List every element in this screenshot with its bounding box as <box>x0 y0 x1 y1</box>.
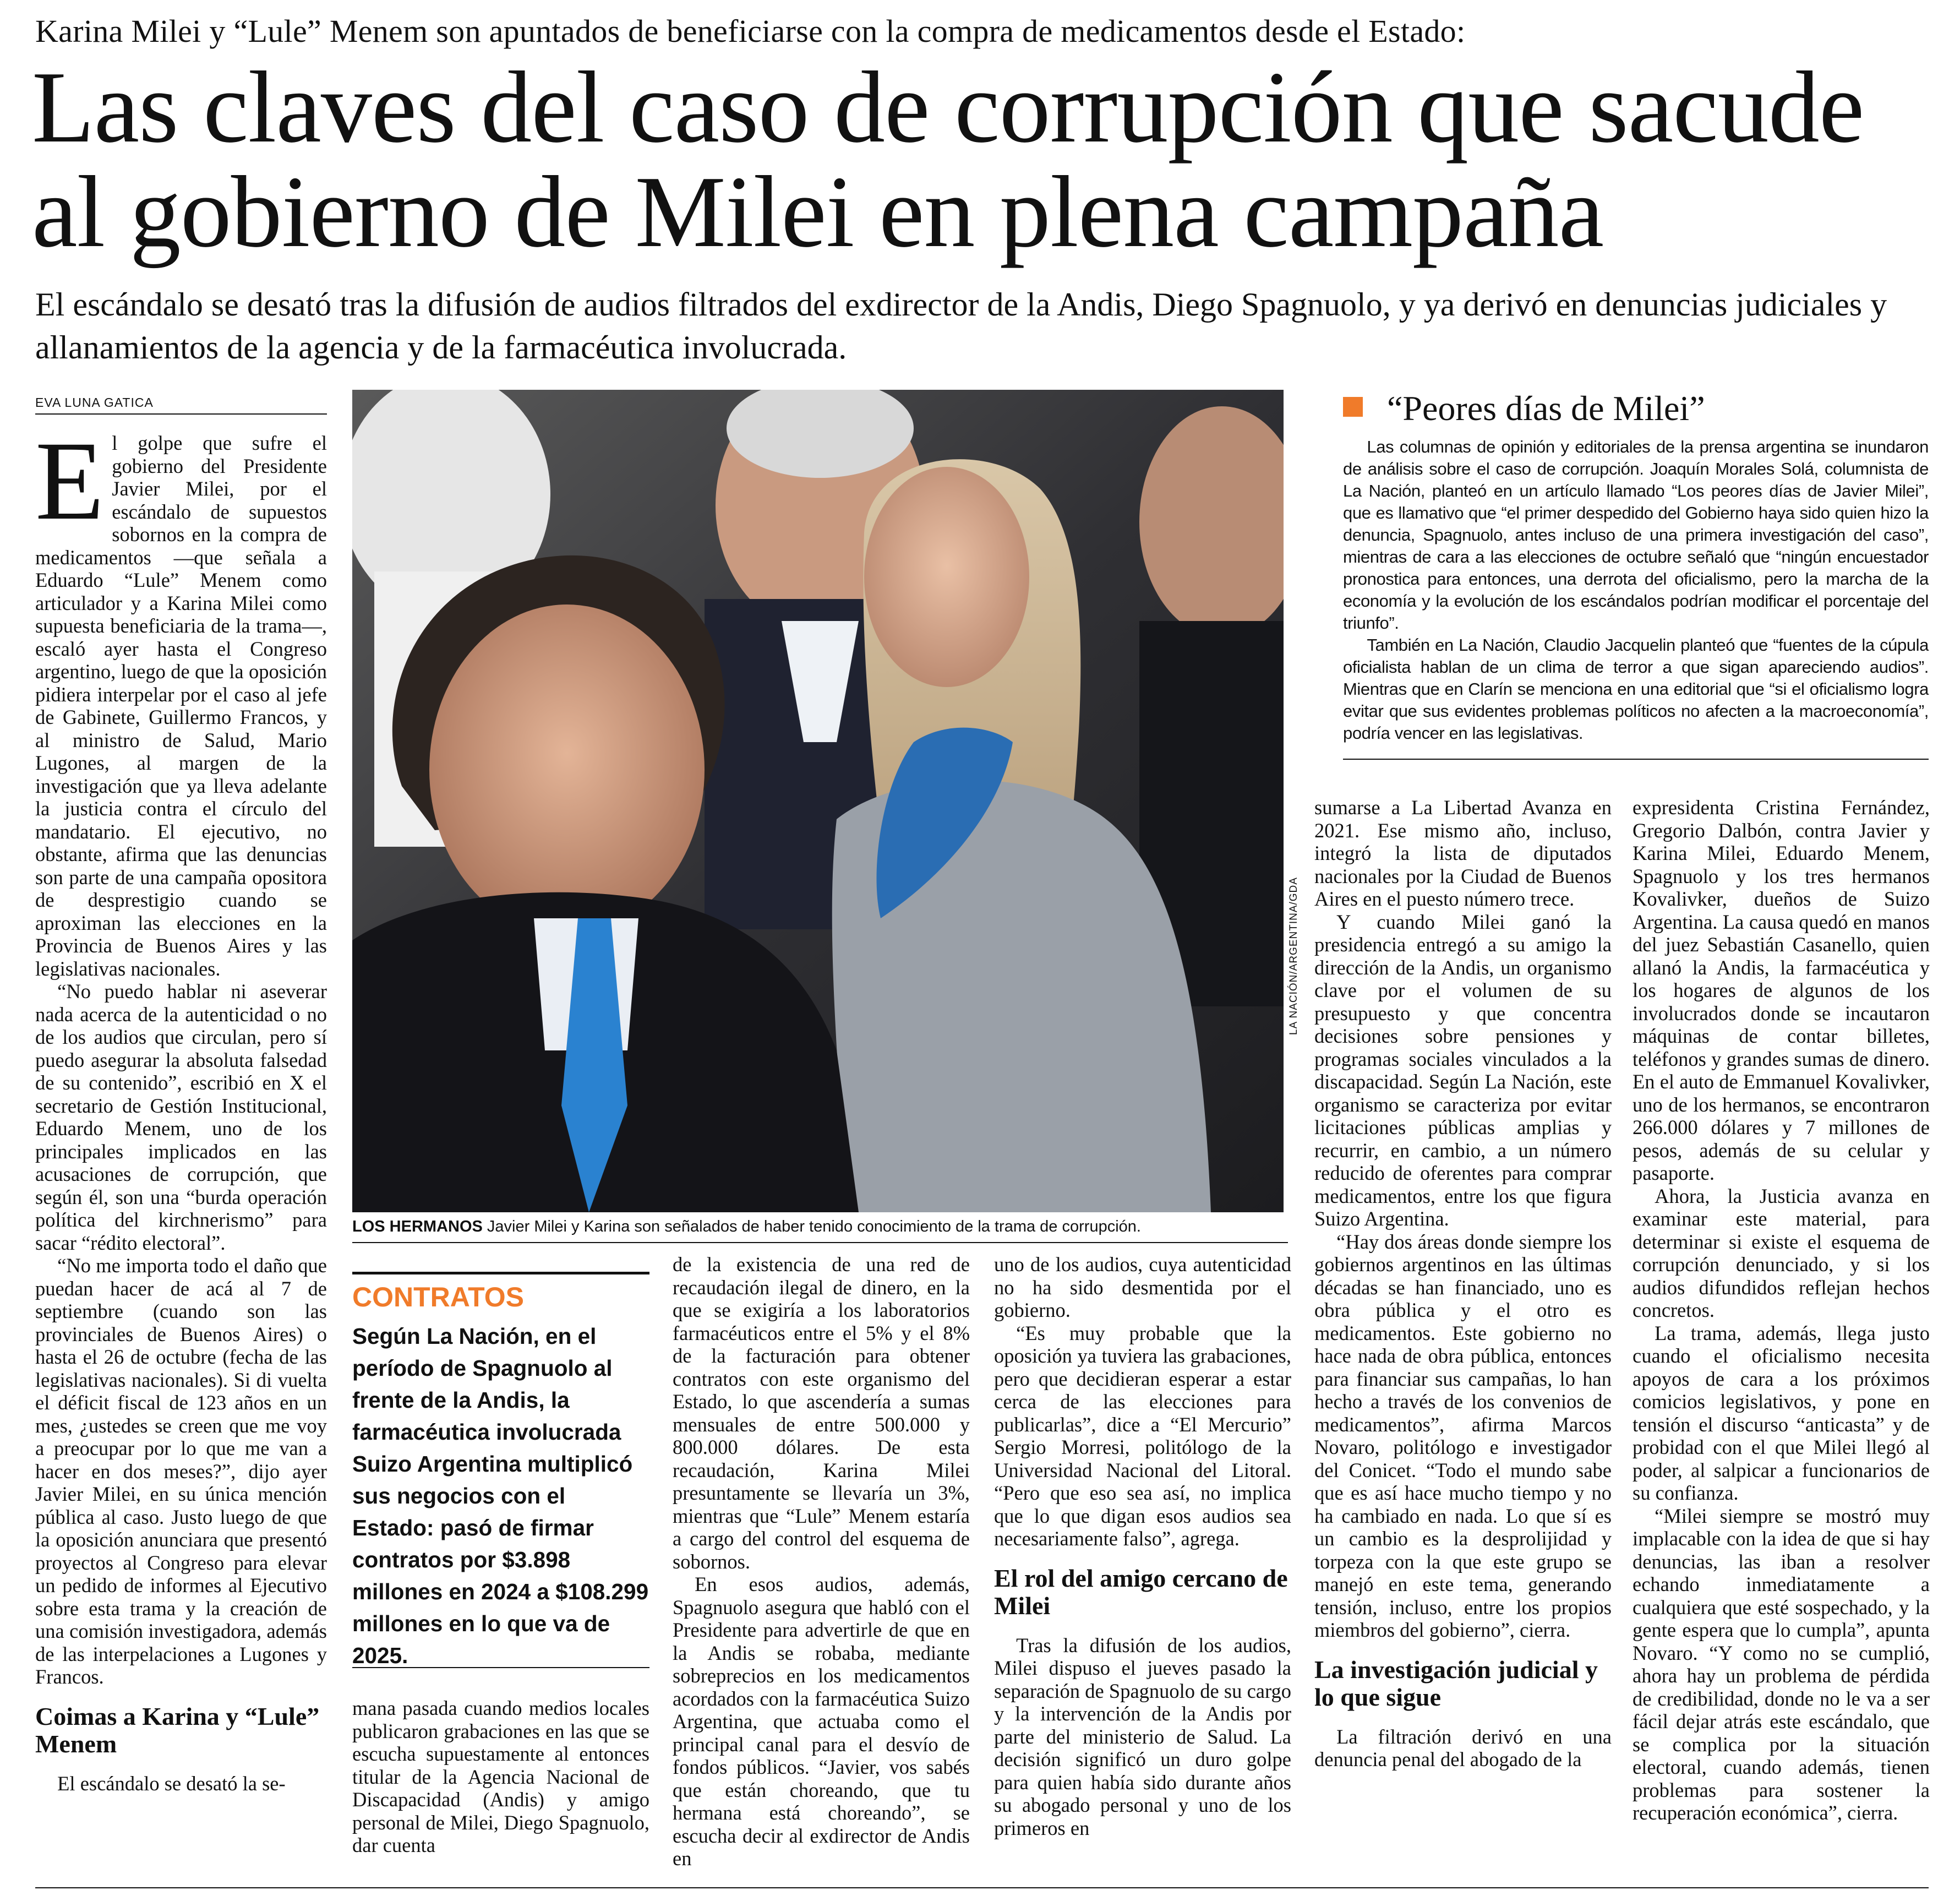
column-4 <box>994 1253 1291 1839</box>
paragraph: expresidenta Cristina Fernández, Gregorio Dalbón, contra Javier y Karina Milei, Eduardo Menem, Spagnuolo y los tres hermanos Kovalivker, dueños de Suizo Argentina. La causa quedó en manos del juez Sebastián Casanello, quien allanó la Andis, la farmacéutica y los hogares de algunos de los involucrados donde se incautaron máquinas de contar billetes, teléfonos y grandes sumas de dinero. En el auto de Emmanuel Kovalivker, uno de los hermanos, se encontraron 266.000 dólares y 7 millones de pesos, además de su celular y pasaporte. <box>1633 796 1930 1184</box>
dek: El escándalo se desató tras la difusión de audios filtrados del exdirector de la Andis, Diego Spagnuolo, y ya derivó en denuncias judiciales y allanamientos de la agencia y de la farmacéutica involucrada. <box>35 286 1887 366</box>
column-2 <box>352 1697 649 1857</box>
paragraph: La filtración derivó en una denuncia penal del abogado de la <box>1314 1725 1612 1771</box>
paragraph: Tras la difusión de los audios, Milei dispuso el jueves pasado la separación de Spagnuolo de su cargo y la intervención de la Andis por parte del ministerio de Salud. La decisión significó un duro golpe para quien había sido durante años su abogado personal y uno de los primeros en <box>994 1633 1291 1839</box>
contratos-text: Según La Nación, en el período de Spagnuolo al frente de la Andis, la farmacéutica involucrada Suizo Argentina multiplicó sus negocios con el Estado: pasó de firmar contratos por $3.898 millones en 2024 a $108.299 millones en lo que va de 2025. <box>352 1323 649 1668</box>
paragraph: Ahora, la Justicia avanza en examinar este material, para determinar si existe el esquema de corrupción denunciado, y si los audios difundidos reflejan hechos concretos. <box>1633 1184 1930 1321</box>
paragraph: “No me importa todo el daño que puedan hacer de acá al 7 de septiembre (cuando son las provinciales de Buenos Aires) o hasta el 26 de octubre (fecha de las legislativas nacionales). Si di vuelta el déficit fiscal de 123 años en un mes, ¿ustedes se creen que me voy a preocupar por lo que me van a hacer en dos meses?”, dijo ayer Javier Milei, en su única mención pública al caso. Justo luego de que la oposición anunciara que presentó proyectos al Congreso para elevar un pedido de informes al Ejecutivo sobre esta trama y la creación de una comisión investigadora, además de las interpelaciones a Lugones y Francos. <box>35 1254 327 1688</box>
lead-text: l golpe que sufre el gobierno del Presidente Javier Milei, por el escándalo de supuestos sobornos en la compra de medicamentos —que señala a Eduardo “Lule” Menem como articulador y a Karina Milei como supuesta beneficiaria de la trama—, escaló ayer hasta el Congreso argentino, luego de que la oposición pidiera interpelar por el caso al jefe de Gabinete, Guillermo Francos, y al ministro de Salud, Mario Lugones, al margen de la investigación que ya lleva adelante la justicia contra el círculo del mandatario. El ejecutivo, no obstante, afirma que las denuncias son parte de una campaña opositora de desprestigio cuando se aproximan las elecciones en la Provincia de Buenos Aires y las legislativas nacionales. <box>35 432 327 980</box>
paragraph: La trama, además, llega justo cuando el oficialismo necesita apoyos de cara a los próximos comicios legislativos, y pone en tensión el discurso “anticasta” y de probidad con el que Milei llegó al poder, al salpicar a funcionarios de su confianza. <box>1633 1321 1930 1504</box>
paragraph: “No puedo hablar ni aseverar nada acerca de la autenticidad o no de los audios que circulan, pero sí puedo asegurar la absoluta falsedad de su contenido”, escribió en X el secretario de Gestión Institucional, Eduardo Menem, uno de los principales implicados en las acusaciones de corrupción, que según él, son una “burda operación política del kirchnerismo” para sacar “rédito electoral”. <box>35 980 327 1254</box>
paragraph: “Es muy probable que la oposición ya tuviera las grabaciones, pero que decidieran esperar a estar cerca de las elecciones para publicarlas”, dice a “El Mercurio” Sergio Morresi, politólogo de la Universidad Nacional del Litoral. “Pero que eso sea así, no implica que lo que digan esos audios sea necesariamente falso”, agrega. <box>994 1321 1291 1550</box>
caption-text: Javier Milei y Karina son señalados de haber tenido conocimiento de la trama de corrupción. <box>482 1218 1141 1235</box>
headline: Las claves del caso de corrupción que sacude al gobierno de Milei en plena campaña <box>32 51 1864 269</box>
paragraph: “Milei siempre se mostró muy implacable con la idea de que si hay denuncias, las iban a resolver echando inmediatamente a cualquiera que esté sospechado, y la gente espera que lo cumpla”, apunta Novaro. “Y como no se cumplió, ahora hay un problema de pérdida de credibilidad, donde no le va a ser fácil dejar atrás este escándalo, que se complica por la situación electoral, cuando además, tienen problemas para sostener la recuperación económica”, cierra. <box>1633 1504 1930 1824</box>
column-1 <box>35 418 327 1795</box>
paragraph: mana pasada cuando medios locales publicaron grabaciones en las que se escucha supuestamente al entonces titular de la Agencia Nacional de Discapacidad (Andis) y amigo personal de Milei, Diego Spagnuolo, dar cuenta <box>352 1697 649 1856</box>
rule-under-caption <box>352 1242 1288 1243</box>
rule-box-bottom <box>1343 759 1929 760</box>
paragraph: El escándalo se desató la se- <box>57 1772 286 1795</box>
box-body <box>1343 436 1929 744</box>
kicker: Karina Milei y “Lule” Menem son apuntados de beneficiarse con la compra de medicamentos desde el Estado: <box>35 13 1466 49</box>
column-3 <box>673 1253 970 1870</box>
box-paragraph: Las columnas de opinión y editoriales de la prensa argentina se inundaron de análisis sobre el caso de corrupción. Joaquín Morales Solá, columnista de La Nación, planteó en un artículo llamado “Los peores días de Javier Milei”, que es llamativo que “el primer despedido del Gobierno haya sido quien hizo la denuncia, Spagnuolo, antes incluso de una primera investigación del caso”, mientras de cara a las elecciones de octubre señaló que “ningún encuestador pronostica para entonces, una derrota del oficialismo, pero la marcha de la economía y la evolución de los escándalos podrían modificar el porcentaje del triunfo”. <box>1343 437 1929 633</box>
box-paragraph: También en La Nación, Claudio Jacquelin planteó que “fuentes de la cúpula oficialista hablan de un clima de terror a que sigan apareciendo audios”. Mientras que en Clarín se menciona en una editorial que “si el oficialismo logra evitar que sus evidentes problemas políticos no afecten a la macroeconomía”, podría vencer en las legislativas. <box>1343 635 1929 743</box>
lead-paragraph <box>35 418 327 980</box>
column-6 <box>1633 796 1930 1824</box>
subhead-rol-amigo: El rol del amigo cercano de Milei <box>994 1564 1288 1620</box>
paragraph: “Hay dos áreas donde siempre los gobiernos argentinos en las últimas décadas se han financiado, uno es obra pública y el otro es medicamentos. Este gobierno no hace nada de obra pública, entonces para financiar sus campañas, lo han hecho a través de los convenios de medicamentos”, afirma Marcos Novaro, politólogo e investigador del Conicet. “Todo el mundo sabe que es así hace mucho tiempo y no ha cambiado en nada. Lo que sí es un cambio es la desprolijidad y torpeza con la que este grupo se manejó en este tema, generando tensión, incluso, entre los propios miembros del gobierno”, cierra. <box>1314 1230 1612 1641</box>
box-title-text: “Peores días de Milei” <box>1387 389 1705 428</box>
paragraph: uno de los audios, cuya autenticidad no ha sido desmentida por el gobierno. <box>994 1253 1291 1321</box>
photo-caption <box>352 1217 1288 1237</box>
box-title <box>1343 388 1937 429</box>
paragraph: de la existencia de una red de recaudación ilegal de dinero, en la que se exigiría a los laboratorios farmacéuticos entre el 5% y el 8% de la facturación para obtener contratos con este organismo del Estado, lo que ascendería a sumas mensuales de entre 500.000 y 800.000 dólares. De esta recaudación, Karina Milei presuntamente se llevaría un 3%, mientras que “Lule” Menem estaría a cargo del control del esquema de sobornos. <box>673 1253 970 1573</box>
paragraph: Y cuando Milei ganó la presidencia entregó a su amigo la dirección de la Andis, un organismo clave por el volumen de su presupuesto y que concentra decisiones sobre pensiones y programas sociales vinculados a la discapacidad. Según La Nación, este organismo se caracteriza por evitar licitaciones públicas amplias y recurrir, en cambio, a un número reducido de oferentes para comprar medicamentos, entre los que figura Suizo Argentina. <box>1314 910 1612 1230</box>
byline: EVA LUNA GATICA <box>35 395 327 415</box>
rule-footer <box>35 1887 1929 1888</box>
contratos-label: CONTRATOS <box>352 1282 525 1312</box>
rule-contratos-top <box>352 1272 649 1274</box>
subhead-coimas: Coimas a Karina y “Lule” Menem <box>35 1702 320 1758</box>
drop-cap: E <box>35 418 105 543</box>
photo-milei-siblings <box>352 390 1284 1212</box>
photo-credit: LA NACIÓN/ARGENTINA/GDA <box>1288 877 1300 1035</box>
caption-label: LOS HERMANOS <box>352 1218 483 1235</box>
paragraph: sumarse a La Libertad Avanza en 2021. Ese mismo año, incluso, integró la lista de diputados nacionales por la Ciudad de Buenos Aires en el puesto número trece. <box>1314 796 1612 910</box>
paragraph: En esos audios, además, Spagnuolo asegura que habló con el Presidente para advertirle de que en la Andis se robaba, mediante sobreprecios en los medicamentos acordados con la farmacéutica Suizo Argentina, que actuaba como el principal canal para el desvío de fondos públicos. “Javier, vos sabés que están choreando, que tu hermana está choreando”, se escucha decir al exdirector de Andis en <box>673 1573 970 1870</box>
photo-illustration <box>352 390 1284 1212</box>
contratos-box <box>352 1277 649 1671</box>
orange-square-icon <box>1343 397 1363 417</box>
column-5 <box>1314 796 1612 1771</box>
subhead-investigacion: La investigación judicial y lo que sigue <box>1314 1655 1598 1711</box>
